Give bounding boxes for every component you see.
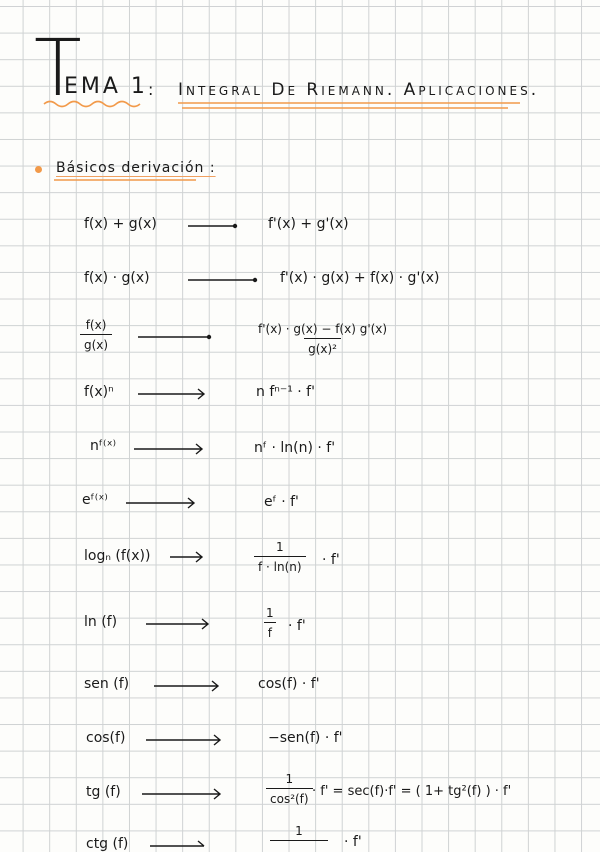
section-label: Básicos derivación : bbox=[56, 160, 216, 176]
arrow-11 bbox=[142, 789, 220, 799]
arrow-9 bbox=[154, 681, 218, 691]
formula-right: f'(x) · g(x) + f(x) · g'(x) bbox=[280, 270, 440, 286]
fraction-denominator: g(x)² bbox=[304, 338, 341, 356]
fraction-denominator: cos²(f) bbox=[266, 788, 313, 806]
formula-right: nᶠ · ln(n) · f' bbox=[254, 440, 336, 456]
fraction-numerator: f'(x) · g(x) − f(x) g'(x) bbox=[258, 322, 388, 336]
arrow-8 bbox=[146, 619, 208, 629]
arrow-10 bbox=[146, 735, 220, 745]
title-big-letter: T bbox=[34, 24, 82, 114]
fraction-numerator: 1 bbox=[295, 824, 303, 838]
formula-right-tail: · f' = sec(f)·f' = ( 1+ tg²(f) ) · f' bbox=[312, 784, 512, 799]
formula-right: n fⁿ⁻¹ · f' bbox=[256, 384, 315, 400]
formula-left: ctg (f) bbox=[86, 836, 129, 852]
formula-left: f(x)ⁿ bbox=[84, 384, 114, 400]
fraction-denominator: g(x) bbox=[80, 334, 112, 352]
arrows bbox=[126, 225, 257, 847]
formula-right-fraction bbox=[270, 824, 328, 844]
formula-right: cos(f) · f' bbox=[258, 676, 320, 692]
title-word: EMA 1 bbox=[64, 74, 148, 99]
formula-left: ln (f) bbox=[84, 614, 118, 630]
formula-right: f'(x) + g'(x) bbox=[268, 216, 349, 232]
formula-right-tail: · f' bbox=[344, 834, 362, 850]
fraction-denominator: f bbox=[264, 622, 276, 640]
formula-left: eᶠ⁽ˣ⁾ bbox=[82, 492, 108, 508]
formula-right: eᶠ · f' bbox=[264, 494, 299, 510]
formula-left: f(x) + g(x) bbox=[84, 216, 157, 232]
fraction-denominator: f · ln(n) bbox=[254, 556, 306, 574]
title-colon: : bbox=[148, 80, 154, 99]
formula-left: tg (f) bbox=[86, 784, 121, 800]
formula-right-fraction bbox=[254, 540, 306, 574]
formula-right-tail: · f' bbox=[288, 618, 306, 634]
formula-left: sen (f) bbox=[84, 676, 130, 692]
arrow-6 bbox=[126, 498, 194, 508]
fraction-denominator bbox=[270, 840, 328, 844]
arrow-4 bbox=[138, 389, 204, 399]
formula-left: logₙ (f(x)) bbox=[84, 548, 151, 564]
arrow-12 bbox=[150, 841, 204, 846]
formula-right-tail: · f' bbox=[322, 552, 340, 568]
fraction-numerator: f(x) bbox=[85, 318, 107, 332]
formula-left-fraction bbox=[80, 318, 112, 352]
formula-left: nᶠ⁽ˣ⁾ bbox=[90, 438, 117, 454]
formula-left: cos(f) bbox=[86, 730, 126, 746]
arrow-7 bbox=[170, 552, 202, 562]
fraction-numerator: 1 bbox=[275, 540, 284, 554]
fraction-numerator: 1 bbox=[266, 606, 274, 620]
formula-right-fraction bbox=[254, 322, 391, 356]
fraction-numerator: 1 bbox=[285, 772, 294, 786]
formula-right: −sen(f) · f' bbox=[268, 730, 343, 746]
title-subtitle: Integral De Riemann. Aplicaciones. bbox=[178, 80, 540, 100]
bullet-icon bbox=[35, 166, 42, 173]
formula-right-fraction bbox=[262, 606, 278, 640]
formula-left: f(x) · g(x) bbox=[84, 270, 150, 286]
formula-right-fraction bbox=[266, 772, 313, 806]
arrow-5 bbox=[134, 444, 202, 454]
